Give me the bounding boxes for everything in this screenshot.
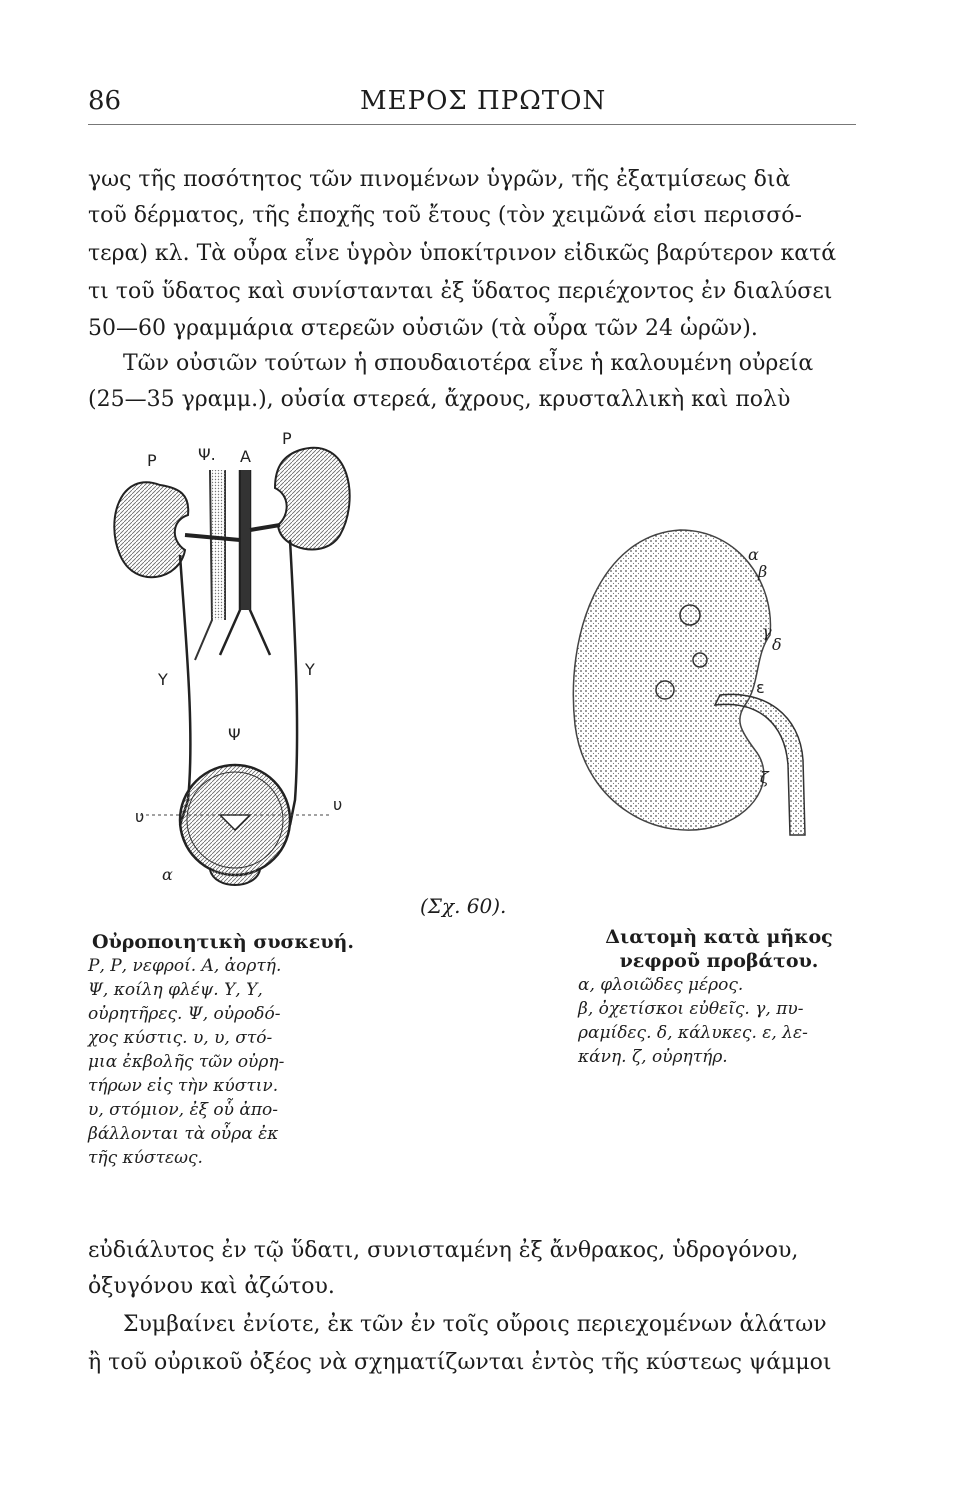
left-figure-caption (88, 930, 358, 1170)
right-caption-line: β, ὀχετίσκοι εὐθεῖς. γ, πυ- (578, 999, 804, 1019)
label-zeta: ζ (760, 768, 769, 787)
left-caption-line: οὐρητῆρες. Ψ, οὐροδό- (88, 1004, 281, 1024)
left-ureter (180, 555, 190, 825)
left-caption-line: Ρ, Ρ, νεφροί. Α, ἀορτή. (88, 956, 282, 976)
label-A: Α (240, 447, 251, 466)
text-line: τι τοῦ ὕδατος καὶ συνίστανται ἐξ ὕδατος περιέχοντος ἐν διαλύσει (88, 279, 833, 304)
text-line: ἢ τοῦ οὐρικοῦ ὀξέος νὰ σχηματίζωνται ἐντὸς τῆς κύστεως ψάμμοι (88, 1350, 832, 1375)
right-caption-title: Διατομὴ κατὰ μῆκος νεφροῦ προβάτου. (605, 926, 833, 972)
left-caption-line: μια ἐκβολῆς τῶν οὐρη- (88, 1052, 285, 1072)
left-caption-line: Ψ, κοίλη φλέψ. Υ, Υ, (88, 980, 263, 1000)
left-caption-line: τῆς κύστεως. (88, 1148, 203, 1168)
header-rule (88, 124, 856, 125)
text-line: τοῦ δέρματος, τῆς ἐποχῆς τοῦ ἔτους (τὸν χειμῶνά εἰσι περισσό- (88, 203, 802, 228)
kidney-outline (573, 530, 770, 830)
label-Y-left: Υ (158, 670, 168, 689)
right-caption-line: ραμίδες. δ, κάλυκες. ε, λε- (578, 1023, 808, 1043)
text-line: (25—35 γραμμ.), οὐσία στερεά, ἄχρους, κρυσταλλικὴ καὶ πολὺ (88, 387, 791, 412)
label-psi-bladder: Ψ (228, 725, 241, 744)
label-P-right: Ρ (282, 430, 292, 448)
right-ureter (290, 540, 297, 825)
left-caption-title: Οὐροποιητικὴ συσκευή. (92, 931, 354, 953)
left-caption-line: υ, στόμιον, ἐξ οὗ ἀπο- (88, 1100, 278, 1120)
text-line: Συμβαίνει ἐνίοτε, ἐκ τῶν ἐν τοῖς οὔροις περιεχομένων ἁλάτων (123, 1312, 827, 1337)
left-caption-line: βάλλονται τὰ οὖρα ἐκ (88, 1124, 279, 1144)
text-line: τερα) κλ. Τὰ οὖρα εἶνε ὑγρὸν ὑποκίτρινον εἰδικῶς βαρύτερον κατά (88, 241, 837, 266)
left-caption-line: χος κύστις. υ, υ, στό- (88, 1028, 273, 1048)
text-line: ὀξυγόνου καὶ ἀζώτου. (88, 1274, 335, 1299)
label-delta: δ (772, 635, 782, 654)
right-figure-caption (578, 925, 860, 1069)
text-line: 50—60 γραμμάρια στερεῶν οὐσιῶν (τὰ οὖρα τῶν 24 ὡρῶν). (88, 316, 758, 341)
page-number: 86 (88, 86, 122, 116)
label-beta: β (758, 562, 768, 581)
running-header-title: ΜΕΡΟΣ ΠΡΩΤΟΝ (360, 86, 607, 116)
label-P-left: Ρ (147, 451, 157, 470)
label-alpha: α (748, 545, 759, 564)
text-line: Τῶν οὐσιῶν τούτων ἡ σπουδαιοτέρα εἶνε ἡ καλουμένη οὐρεία (123, 351, 814, 376)
label-u-left: υ (135, 807, 145, 826)
label-a: α (162, 865, 173, 884)
right-caption-line: α, φλοιῶδες μέρος. (578, 975, 744, 995)
right-kidney (275, 448, 350, 550)
kidney-section-figure (560, 525, 810, 850)
label-epsilon: ε (756, 678, 765, 697)
label-psi: Ψ. (198, 445, 216, 464)
text-line: γως τῆς ποσότητος τῶν πινομένων ὑγρῶν, τῆς ἐξατμίσεως διὰ (88, 167, 791, 192)
label-Y-right: Υ (305, 660, 315, 679)
label-u-right: υ (333, 795, 343, 814)
right-caption-line: κάνη. ζ, οὐρητήρ. (578, 1047, 728, 1067)
figure-number: (Σχ. 60). (420, 894, 507, 918)
left-caption-line: τήρων εἰς τὴν κύστιν. (88, 1076, 279, 1096)
label-gamma: γ (762, 622, 772, 641)
urinary-apparatus-figure (100, 430, 380, 890)
text-line: εὐδιάλυτος ἐν τῷ ὕδατι, συνισταμένη ἐξ ἄνθρακος, ὑδρογόνου, (88, 1238, 799, 1263)
left-kidney (114, 482, 188, 577)
